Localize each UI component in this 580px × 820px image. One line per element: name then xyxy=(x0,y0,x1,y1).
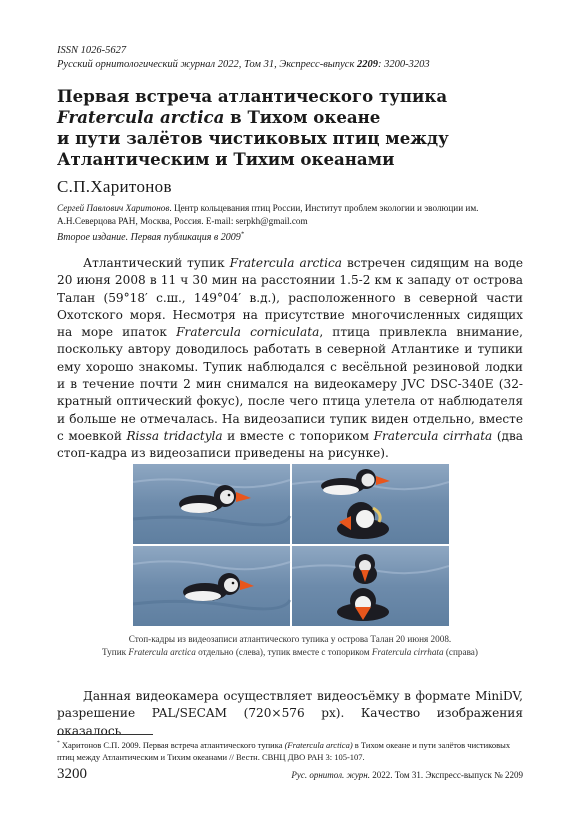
author-name: С.П.Харитонов xyxy=(57,177,172,196)
article-title xyxy=(57,86,527,170)
figure-video-stills xyxy=(133,464,449,626)
footnote-divider xyxy=(57,734,153,735)
footnote-marker: * xyxy=(57,740,60,747)
page-range: : 3200-3203 xyxy=(378,58,430,70)
footnote-text-c: в Тихом океане и пути залётов чистиковых птиц между Атлантическим и Тихим океанами // Вестн. СВНЦ ДВО РАН 3: 105-107. xyxy=(57,740,511,762)
title-line-4: Атлантическим и Тихим океанами xyxy=(57,149,395,169)
affiliation-author: Сергей Павлович Харитонов xyxy=(57,203,170,213)
journal-citation xyxy=(57,58,430,72)
p1-species-1: Fratercula arctica xyxy=(229,256,342,270)
footnote-text-a: Харитонов С.П. 2009. Первая встреча атлантического тупика xyxy=(59,740,285,750)
video-still-top-right xyxy=(292,464,449,544)
caption-text-e: (справа) xyxy=(443,646,478,657)
p1-text-5: (два стоп-кадра из видеозаписи приведены на рисунке). xyxy=(57,428,524,461)
title-line-2 xyxy=(57,107,527,128)
caption-text-a: Тупик xyxy=(102,646,129,657)
footnote-mark: * xyxy=(240,230,244,238)
p1-text-1: Атлантический тупик xyxy=(83,256,230,270)
video-still-bottom-right xyxy=(292,546,449,626)
issue-number: 2209 xyxy=(357,58,378,70)
affiliation-text: . Центр кольцевания птиц России, Институт проблем экологии и эволюции им. А.Н.Северцова РАН, Москва, Россия. E-mail: serpkh@gmail.com xyxy=(57,203,479,226)
second-edition-text: Второе издание. Первая публикация в 2009 xyxy=(57,232,241,243)
p1-species-2: Fratercula corniculata xyxy=(176,325,320,340)
page-number: 3200 xyxy=(57,766,87,782)
footer-journal: Рус. орнитол. журн. xyxy=(291,770,370,780)
running-footer xyxy=(291,770,523,780)
p1-species-3: Rissa tridactyla xyxy=(126,428,223,443)
p1-text-2: встречен сидящим на воде 20 июня 2008 в 11 ч 30 мин на расстоянии 1.5-2 км к западу от острова Талан (59°18′ с.ш., 149°04′ в.д.), расположенного в северной части Охотского моря. Несмотря на присутствие многочисленных сидящих на море ипаток xyxy=(57,256,523,340)
p1-species-4: Fratercula cirrhata xyxy=(373,428,493,443)
video-still-bottom-left xyxy=(133,546,290,626)
journal-citation-text: Русский орнитологический журнал 2022, Том 31, Экспресс-выпуск xyxy=(57,58,357,70)
footnote xyxy=(57,740,523,763)
p1-text-4: и вместе с топориком xyxy=(222,428,374,443)
footer-issue: 2022. Том 31. Экспресс-выпуск № 2209 xyxy=(369,770,523,780)
title-line-1: Первая встреча атлантического тупика xyxy=(57,86,448,106)
body-paragraph-1 xyxy=(57,255,523,463)
title-line-3: и пути залётов чистиковых птиц между xyxy=(57,128,449,148)
running-header xyxy=(57,44,430,71)
caption-line-2 xyxy=(57,646,523,659)
affiliation xyxy=(57,202,527,227)
footnote-species: (Fratercula arctica) xyxy=(284,740,353,750)
body-paragraph-2 xyxy=(57,688,523,740)
caption-text-c: отдельно (слева), тупик вместе с топориком xyxy=(195,646,372,657)
title-species-name: Fratercula arctica xyxy=(57,107,225,127)
caption-species-1: Fratercula arctica xyxy=(128,646,196,657)
video-still-top-left xyxy=(133,464,290,544)
issn: ISSN 1026-5627 xyxy=(57,45,127,56)
caption-line-1: Стоп-кадры из видеозаписи атлантического тупика у острова Талан 20 июня 2008. xyxy=(128,634,452,644)
caption-species-2: Fratercula cirrhata xyxy=(371,646,444,657)
second-edition-note xyxy=(57,232,244,243)
p1-text-3: , птица привлекла внимание, поскольку автору доводилось работать в северной Атлантике и тупики ему хорошо знакомы. Тупик наблюдался с весёльной резиновой лодки и в течение почти 2 мин снимался на видеокамеру JVC DSC-340E (32-кратный оптический фокус), после чего птица улетела от наблюдателя и больше не отмечалась. На видеозаписи тупик виден отдельно, вместе с моевкой xyxy=(57,325,523,443)
title-line-2-rest: в Тихом океане xyxy=(224,107,381,127)
figure-caption xyxy=(57,633,523,658)
p2-text: Данная видеокамера осуществляет видеосъёмку в формате MiniDV, разрешение PAL/SECAM (720×576 px). Качество изображения оказалось xyxy=(57,689,523,738)
